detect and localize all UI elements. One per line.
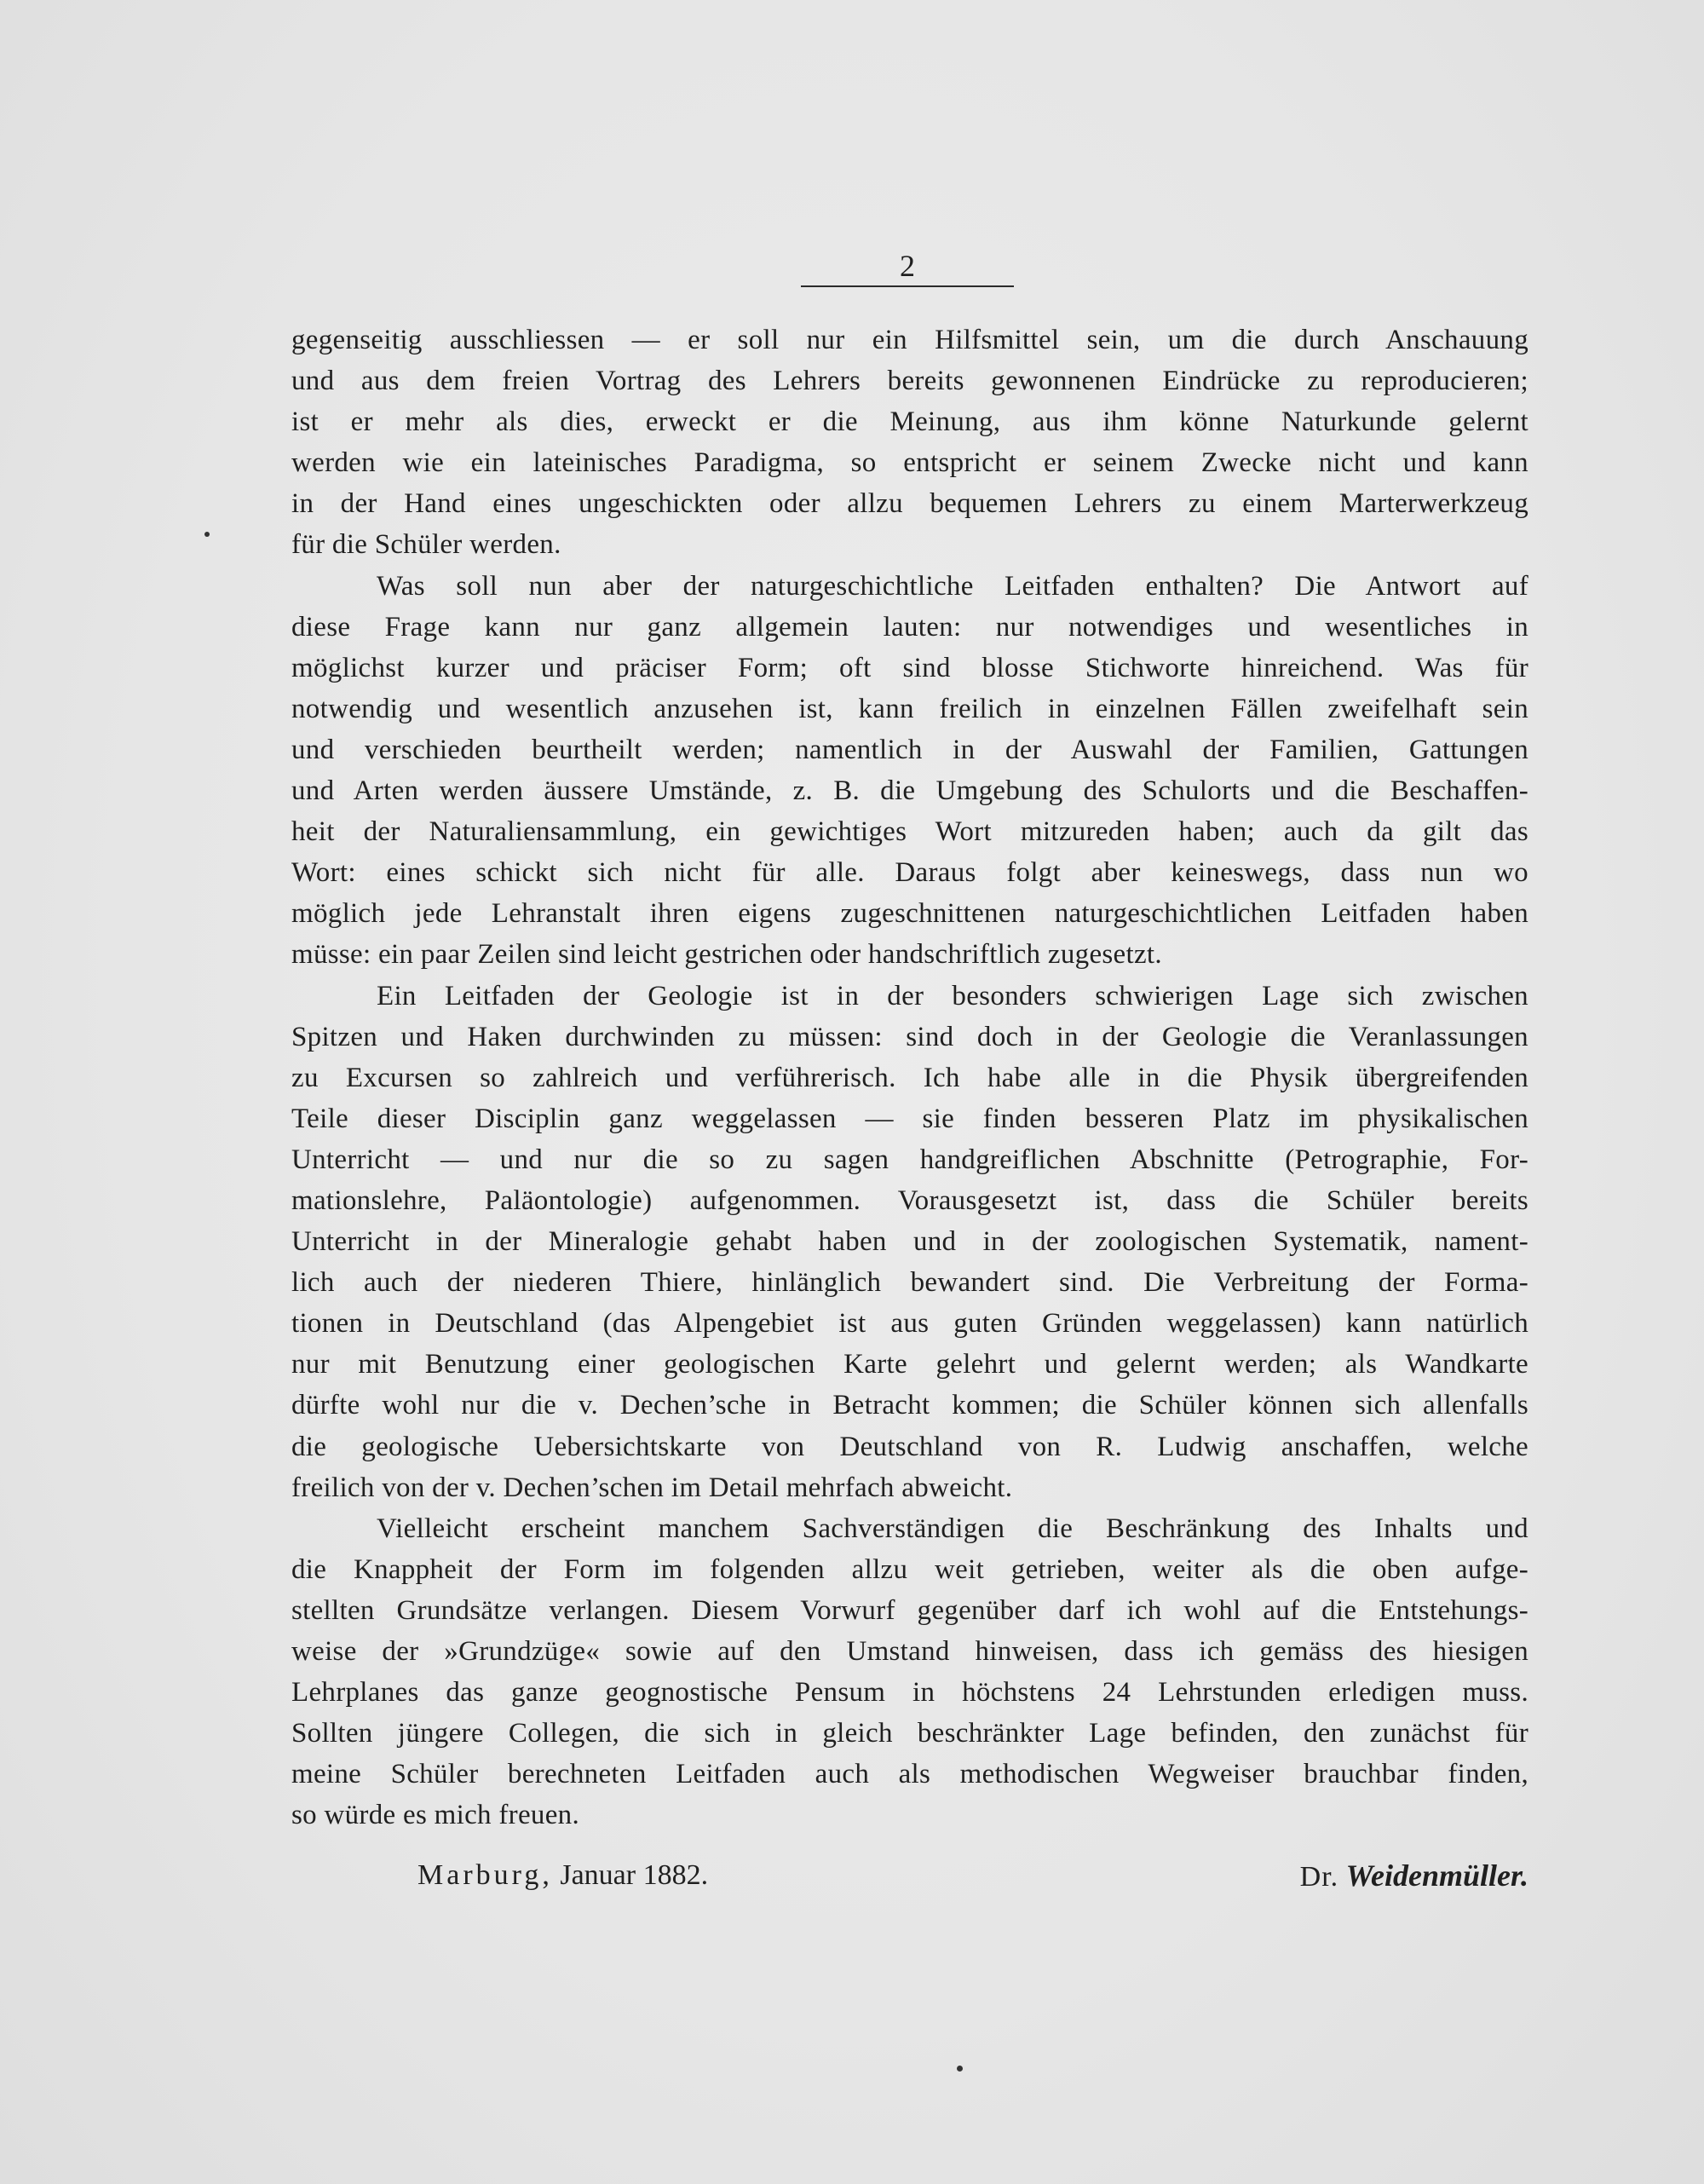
place: Marburg, <box>417 1859 553 1891</box>
text-line: für die Schüler werden. <box>291 529 561 561</box>
text-line: nur mit Benutzung einer geologischen Karte gelehrt und gelernt werden; als Wandkarte <box>291 1349 1528 1380</box>
body-text <box>291 320 1528 1835</box>
text-line: und verschieden beurtheilt werden; namentlich in der Auswahl der Familien, Gattungen <box>291 734 1528 765</box>
text-line: müsse: ein paar Zeilen sind leicht gestrichen oder handschriftlich zugesetzt. <box>291 939 1162 971</box>
text-line: in der Hand eines ungeschickten oder allzu bequemen Lehrers zu einem Marterwerkzeug <box>291 488 1528 520</box>
date: Januar 1882. <box>560 1859 709 1891</box>
text-line: und aus dem freien Vortrag des Lehrers bereits gewonnenen Eindrücke zu reproducieren; <box>291 366 1528 397</box>
text-line: möglichst kurzer und präciser Form; oft sind blosse Stichworte hinreichend. Was für <box>291 652 1528 683</box>
author-title: Dr. <box>1299 1861 1339 1893</box>
text-line: weise der »Grundzüge« sowie auf den Umstand hinweisen, dass ich gemäss des hiesigen <box>291 1636 1528 1667</box>
page-number: 2 <box>900 249 915 283</box>
text-line: Ein Leitfaden der Geologie ist in der besonders schwierigen Lage sich zwischen <box>377 980 1528 1011</box>
text-line: Was soll nun aber der naturgeschichtliche Leitfaden enthalten? Die Antwort auf <box>377 570 1528 602</box>
text-line: meine Schüler berechneten Leitfaden auch als methodischen Wegweiser brauchbar finden, <box>291 1759 1528 1790</box>
place-date <box>417 1853 708 1898</box>
text-line: zu Excursen so zahlreich und verführerisch. Ich habe alle in die Physik übergreifenden <box>291 1062 1528 1093</box>
text-line: Unterricht — und nur die so zu sagen handgreiflichen Abschnitte (Petrographie, For- <box>291 1144 1528 1175</box>
text-line: möglich jede Lehranstalt ihren eigens zugeschnittenen naturgeschichtlichen Leitfaden haben <box>291 898 1528 930</box>
text-line: gegenseitig ausschliessen — er soll nur ein Hilfsmittel sein, um die durch Anschauung <box>291 325 1528 355</box>
text-line: freilich von der v. Dechen’schen im Detail mehrfach abweicht. <box>291 1472 1013 1503</box>
text-line: notwendig und wesentlich anzusehen ist, kann freilich in einzelnen Fällen zweifelhaft sein <box>291 693 1528 724</box>
text-line: diese Frage kann nur ganz allgemein lauten: nur notwendiges und wesentliches in <box>291 611 1528 643</box>
text-line: dürfte wohl nur die v. Dechen’sche in Betracht kommen; die Schüler können sich allenfalls <box>291 1390 1528 1421</box>
page-number-rule <box>801 285 1014 287</box>
text-line: tionen in Deutschland (das Alpengebiet ist aus guten Gründen weggelassen) kann natürlich <box>291 1308 1528 1340</box>
text-line: Vielleicht erscheint manchem Sachverständigen die Beschränkung des Inhalts und <box>377 1513 1528 1544</box>
text-line: Teile dieser Disciplin ganz weggelassen — sie finden besseren Platz im physikalischen <box>291 1103 1528 1134</box>
text-line: lich auch der niederen Thiere, hinlänglich bewandert sind. Die Verbreitung der Forma- <box>291 1267 1528 1299</box>
text-line: Spitzen und Haken durchwinden zu müssen: sind doch in der Geologie die Veranlassungen <box>291 1021 1528 1052</box>
text-line: die geologische Uebersichtskarte von Deutschland von R. Ludwig anschaffen, welche <box>291 1431 1528 1462</box>
text-line: werden wie ein lateinisches Paradigma, so entspricht er seinem Zwecke nicht und kann <box>291 447 1528 479</box>
text-line: so würde es mich freuen. <box>291 1800 580 1831</box>
scan-speck <box>204 532 210 537</box>
text-line: mationslehre, Paläontologie) aufgenommen. Vorausgesetzt ist, dass die Schüler bereits <box>291 1184 1528 1216</box>
author <box>1300 1853 1528 1899</box>
signature-row <box>291 1853 1528 1898</box>
text-line: und Arten werden äussere Umstände, z. B. die Umgebung des Schulorts und die Beschaffen- <box>291 775 1528 807</box>
text-line: die Knappheit der Form im folgenden allzu weit getrieben, weiter als die oben aufge- <box>291 1553 1528 1585</box>
text-line: Unterricht in der Mineralogie gehabt haben und in der zoologischen Systematik, nament- <box>291 1226 1528 1258</box>
scan-speck <box>957 2066 963 2072</box>
text-line: Wort: eines schickt sich nicht für alle. Daraus folgt aber keineswegs, dass nun wo <box>291 857 1528 889</box>
text-line: Sollten jüngere Collegen, die sich in gleich beschränkter Lage befinden, den zunächst für <box>291 1718 1528 1749</box>
text-line: stellten Grundsätze verlangen. Diesem Vorwurf gegenüber darf ich wohl auf die Entstehungs- <box>291 1594 1528 1626</box>
text-line: ist er mehr als dies, erweckt er die Meinung, aus ihm könne Naturkunde gelernt <box>291 406 1528 438</box>
author-name: Weidenmüller. <box>1345 1858 1528 1893</box>
text-line: Lehrplanes das ganze geognostische Pensum in höchstens 24 Lehrstunden erledigen muss. <box>291 1677 1528 1709</box>
text-line: heit der Naturaliensammlung, ein gewichtiges Wort mitzureden haben; auch da gilt das <box>291 816 1528 848</box>
